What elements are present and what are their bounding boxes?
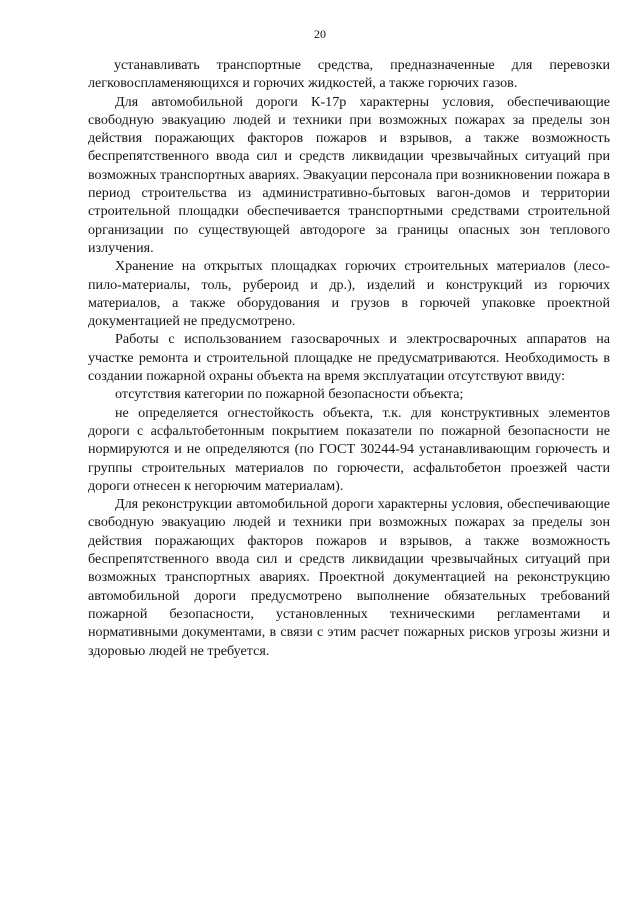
paragraph-5: Для реконструкции автомобильной дороги характерны условия, обеспечивающие свободную эвакуацию людей и техники при возможных пожарах за пределы зон действия поражающих факторов пожаров и взрывов, а также возможность беспрепятственного ввода сил и средств ликвидации чрезвычайных ситуаций при возможных транспортных авариях. Проектной документацией на реконструкцию автомобильной дороги предусмотрено выполнение обязательных требований пожарной безопасности, установленных техническими регламентами и нормативными документами, в связи с этим расчет пожарных рисков угрозы жизни и здоровью людей не требуется. [88, 496, 610, 659]
document-body [88, 56, 610, 660]
paragraph-1: устанавливать транспортные средства, предназначенные для перевозки легковоспламеняющихся и горючих жидкостей, а также горючих газов. [88, 57, 610, 92]
list-item-1: отсутствия категории по пожарной безопасности объекта; [115, 386, 464, 403]
paragraph-4: Работы с использованием газосварочных и электросварочных аппаратов на участке ремонта и строительной площадке не предусматриваются. Необходимость в создании пожарной охраны объекта на время эксплуатации отсутствуют ввиду: [88, 331, 610, 385]
paragraph-3: Хранение на открытых площадках горючих строительных материалов (лесо-пило-материалы, толь, рубероид и др.), изделий и конструкций из горючих материалов, а также оборудования и грузов в горючей упаковке проектной документацией не предусмотрено. [88, 258, 610, 330]
list-item-2: не определяется огнестойкость объекта, т.к. для конструктивных элементов дороги с асфальтобетонным покрытием показатели по пожарной безопасности не нормируются и не определяются (по ГОСТ 30244-94 устанавливающим горючесть и группы строительных материалов по горючести, асфальтобетон проезжей части дороги отнесен к негорючим материалам). [88, 404, 610, 494]
page-number: 20 [314, 27, 326, 41]
paragraph-2: Для автомобильной дороги К-17р характерны условия, обеспечивающие свободную эвакуацию людей и техники при возможных пожарах за пределы зон действия поражающих факторов пожаров и взрывов, а также возможность беспрепятственного ввода сил и средств ликвидации чрезвычайных ситуаций при возможных транспортных авариях. Эвакуации персонала при возникновении пожара в период строительства из административно-бытовых вагон-домов и территории строительной площадки обеспечивается транспортными средствами строительной организации по существующей автодороге за границы опасных зон теплового излучения. [88, 93, 610, 256]
